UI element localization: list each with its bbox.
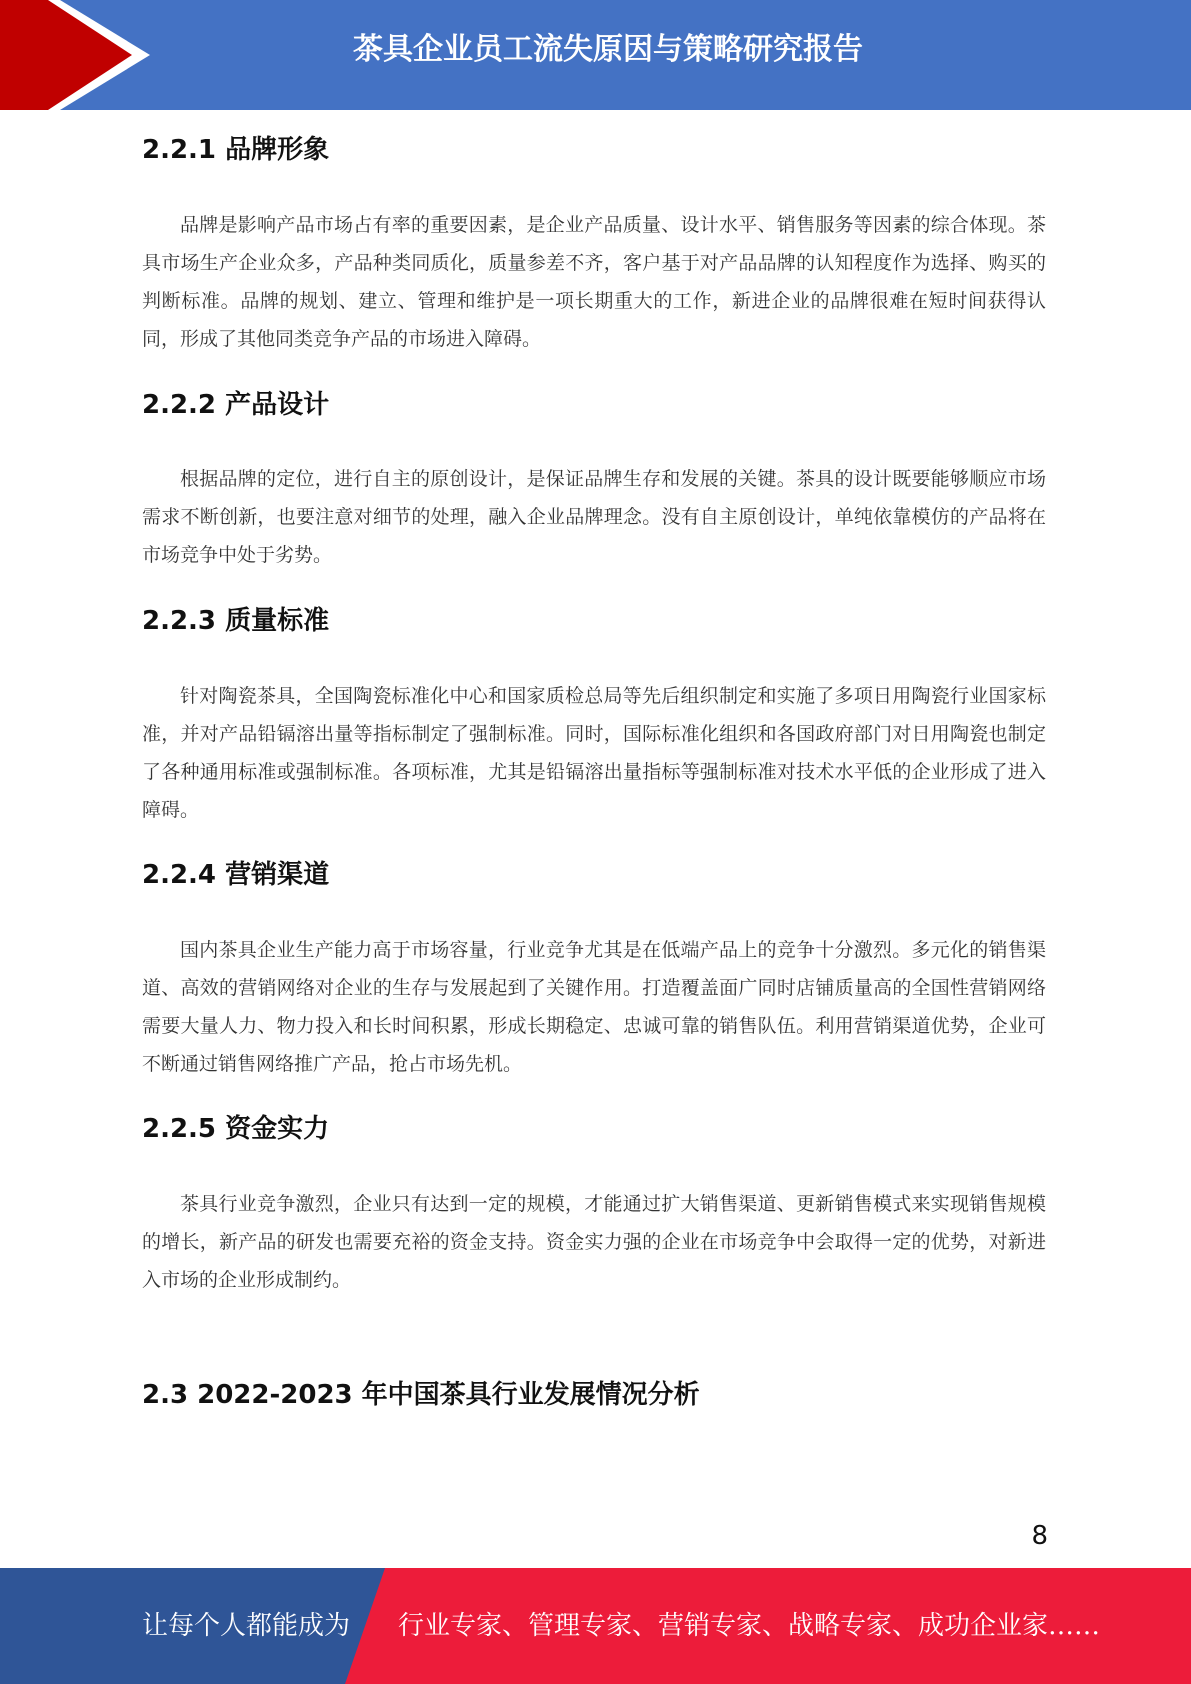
- section-heading-capital-strength: 2.2.5 资金实力: [142, 1114, 330, 1144]
- footer-slogan-right: 行业专家、管理专家、营销专家、战略专家、成功企业家……: [398, 1611, 1101, 1641]
- section-paragraph-capital-strength: 茶具行业竞争激烈，企业只有达到一定的规模，才能通过扩大销售渠道、更新销售模式来实现销售规模的增长，新产品的研发也需要充裕的资金支持。资金实力强的企业在市场竞争中会取得一定的优势，对新进入市场的企业形成制约。: [142, 1193, 1046, 1291]
- section-heading-industry-development: 2.3 2022-2023 年中国茶具行业发展情况分析: [142, 1380, 700, 1410]
- section-paragraph-marketing-channels: 国内茶具企业生产能力高于市场容量，行业竞争尤其是在低端产品上的竞争十分激烈。多元化的销售渠道、高效的营销网络对企业的生存与发展起到了关键作用。打造覆盖面广同时店铺质量高的全国性营销网络需要大量人力、物力投入和长时间积累，形成长期稳定、忠诚可靠的销售队伍。利用营销渠道优势，企业可不断通过销售网络推广产品，抢占市场先机。: [142, 939, 1046, 1075]
- footer-slogan-left: 让每个人都能成为: [142, 1611, 351, 1641]
- section-heading-marketing-channels: 2.2.4 营销渠道: [142, 860, 330, 890]
- section-heading-brand-image: 2.2.1 品牌形象: [142, 135, 330, 165]
- section-heading-product-design: 2.2.2 产品设计: [142, 390, 330, 420]
- section-paragraph-product-design: 根据品牌的定位，进行自主的原创设计，是保证品牌生存和发展的关键。茶具的设计既要能够顺应市场需求不断创新，也要注意对细节的处理，融入企业品牌理念。没有自主原创设计，单纯依靠模仿的产品将在市场竞争中处于劣势。: [142, 468, 1046, 566]
- section-paragraph-brand-image: 品牌是影响产品市场占有率的重要因素，是企业产品质量、设计水平、销售服务等因素的综合体现。茶具市场生产企业众多，产品种类同质化，质量参差不齐，客户基于对产品品牌的认知程度作为选择、购买的判断标准。品牌的规划、建立、管理和维护是一项长期重大的工作，新进企业的品牌很难在短时间获得认同，形成了其他同类竞争产品的市场进入障碍。: [142, 214, 1046, 350]
- report-title: 茶具企业员工流失原因与策略研究报告: [353, 32, 863, 67]
- footer-banner: [0, 1568, 1191, 1684]
- page-number: 8: [1031, 1521, 1048, 1551]
- section-heading-quality-standards: 2.2.3 质量标准: [142, 606, 330, 636]
- section-paragraph-quality-standards: 针对陶瓷茶具，全国陶瓷标准化中心和国家质检总局等先后组织制定和实施了多项日用陶瓷行业国家标准，并对产品铅镉溶出量等指标制定了强制标准。同时，国际标准化组织和各国政府部门对日用陶瓷也制定了各种通用标准或强制标准。各项标准，尤其是铅镉溶出量指标等强制标准对技术水平低的企业形成了进入障碍。: [142, 685, 1046, 821]
- header-banner: [0, 0, 1191, 110]
